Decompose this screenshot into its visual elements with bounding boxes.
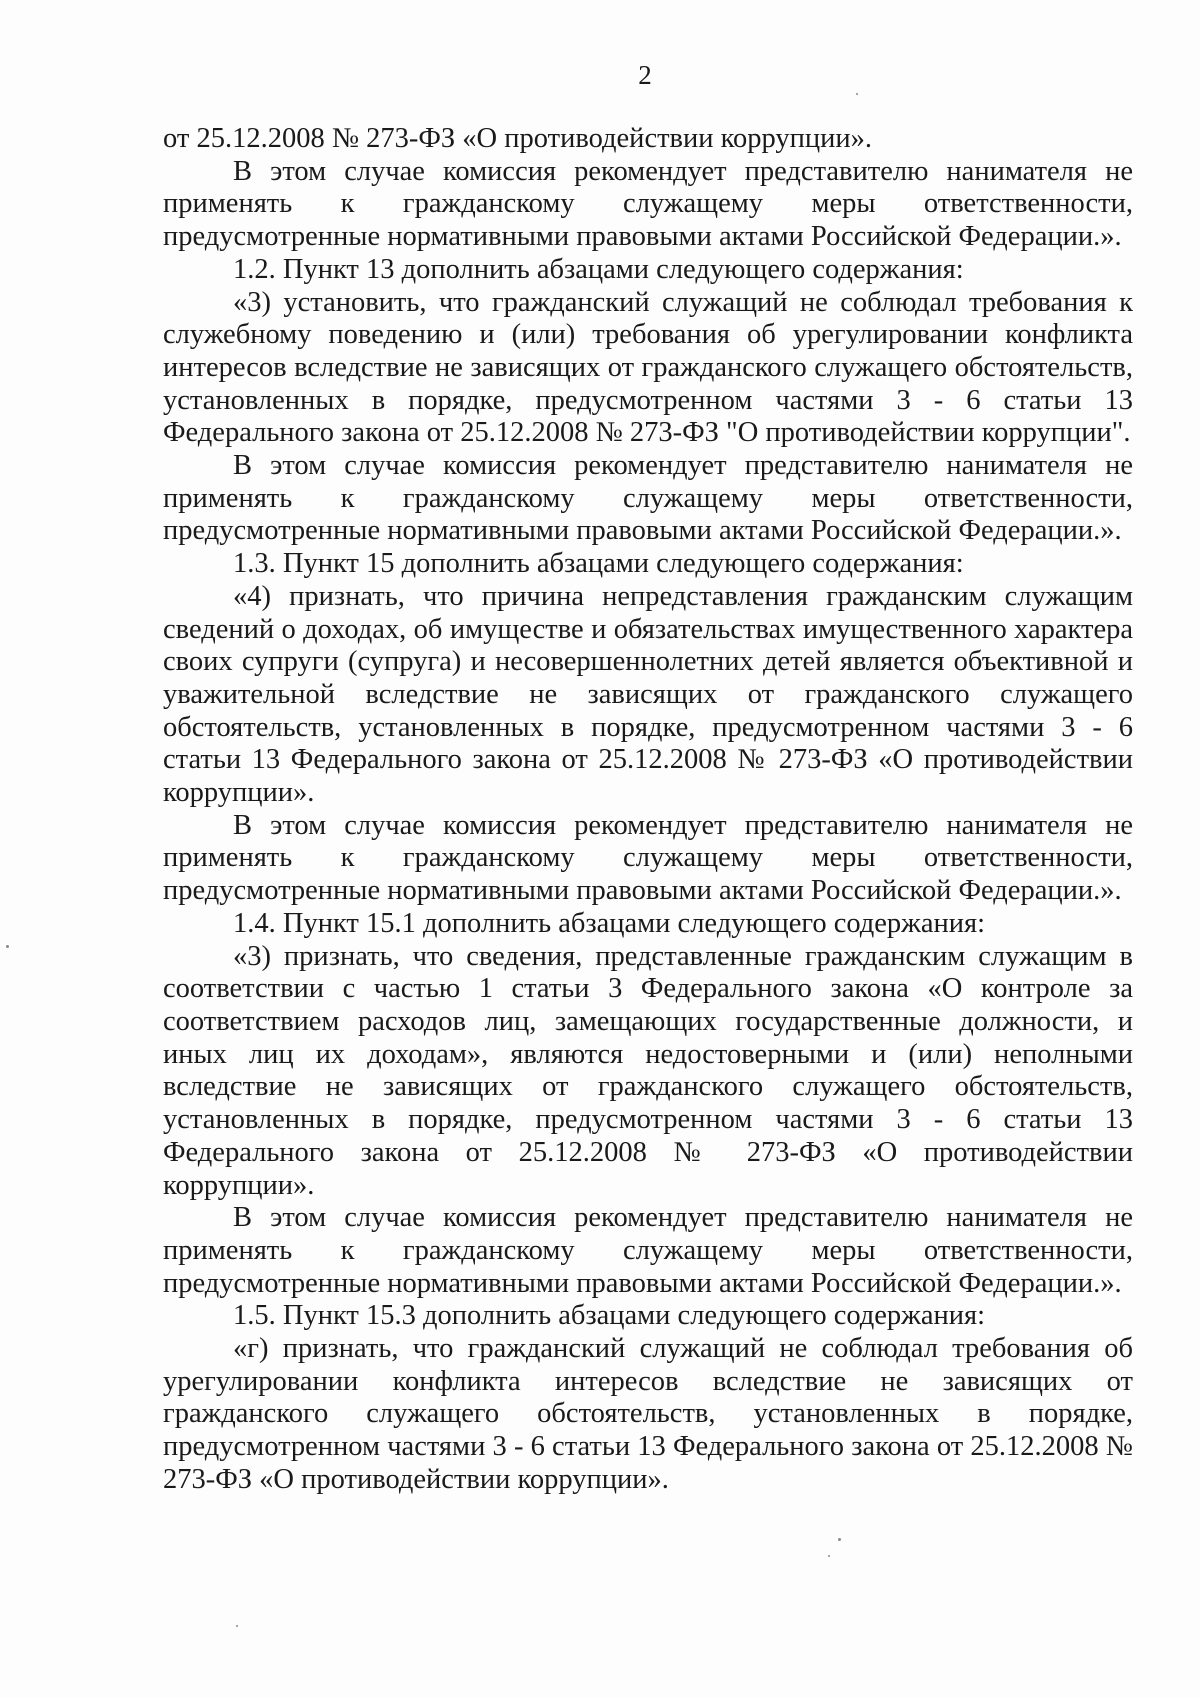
paragraph-clause-1-5-item-g: «г) признать, что гражданский служащий не соблюдал требования об урегулировании конфликта интересов вследствие не зависящих от гражданского служащего обстоятельств, установленных в порядке, предусмотренном частями 3 - 6 статьи 13 Федерального закона от 25.12.2008 № 273-ФЗ «О противодействии коррупции». (163, 1333, 1133, 1495)
scan-speck (828, 1555, 830, 1557)
paragraph-clause-1-2-item-3: «3) установить, что гражданский служащий не соблюдал требования к служебному поведению и (или) требования об урегулировании конфликта интересов вследствие не зависящих от гражданского служащего обстоятельств, установленных в порядке, предусмотренном частями 3 - 6 статьи 13 Федерального закона от 25.12.2008 № 273-ФЗ "О противодействии коррупции". (163, 286, 1133, 449)
paragraph-commission-recommendation-4: В этом случае комиссия рекомендует представителю нанимателя не применять к гражданскому служащему меры ответственности, предусмотренные нормативными правовыми актами Российской Федерации.». (163, 1202, 1133, 1299)
paragraph-commission-recommendation-1: В этом случае комиссия рекомендует представителю нанимателя не применять к гражданскому служащему меры ответственности, предусмотренные нормативными правовыми актами Российской Федерации.». (163, 155, 1133, 253)
scan-speck (6, 945, 9, 948)
paragraph-clause-1-3-heading: 1.3. Пункт 15 дополнить абзацами следующего содержания: (233, 548, 964, 580)
paragraph-commission-recommendation-2: В этом случае комиссия рекомендует представителю нанимателя не применять к гражданскому служащему меры ответственности, предусмотренные нормативными правовыми актами Российской Федерации.». (163, 450, 1133, 547)
paragraph-clause-1-4-item-3: «3) признать, что сведения, представленные гражданским служащим в соответствии с частью 1 статьи 3 Федерального закона «О контроле за соответствием расходов лиц, замещающих государственные должности, и иных лиц их доходам», являются недостоверными и (или) неполными вследствие не зависящих от гражданского служащего обстоятельств, установленных в порядке, предусмотренном частями 3 - 6 статьи 13 Федерального закона от 25.12.2008 № 273-ФЗ «О противодействии коррупции». (163, 940, 1133, 1201)
document-body (163, 123, 1133, 1497)
paragraph-clause-1-4-heading: 1.4. Пункт 15.1 дополнить абзацами следующего содержания: (233, 907, 986, 939)
scan-speck (236, 1625, 238, 1627)
scan-speck (856, 93, 858, 95)
paragraph-clause-1-3-item-4: «4) признать, что причина непредставления гражданским служащим сведений о доходах, об имуществе и обязательствах имущественного характера своих супруги (супруга) и несовершеннолетних детей является объективной и уважительной вследствие не зависящих от гражданского служащего обстоятельств, установленных в порядке, предусмотренном частями 3 - 6 статьи 13 Федерального закона от 25.12.2008 № 273-ФЗ «О противодействии коррупции». (163, 580, 1133, 809)
page-number: 2 (638, 60, 652, 90)
paragraph-clause-1-2-heading: 1.2. Пункт 13 дополнить абзацами следующего содержания: (233, 253, 964, 285)
paragraph-commission-recommendation-3: В этом случае комиссия рекомендует представителю нанимателя не применять к гражданскому служащему меры ответственности, предусмотренные нормативными правовыми актами Российской Федерации.». (163, 809, 1133, 907)
paragraph-clause-1-5-heading: 1.5. Пункт 15.3 дополнить абзацами следующего содержания: (233, 1300, 986, 1332)
scan-speck (838, 1538, 841, 1541)
paragraph-law-reference-end: от 25.12.2008 № 273-ФЗ «О противодействии коррупции». (163, 123, 873, 154)
